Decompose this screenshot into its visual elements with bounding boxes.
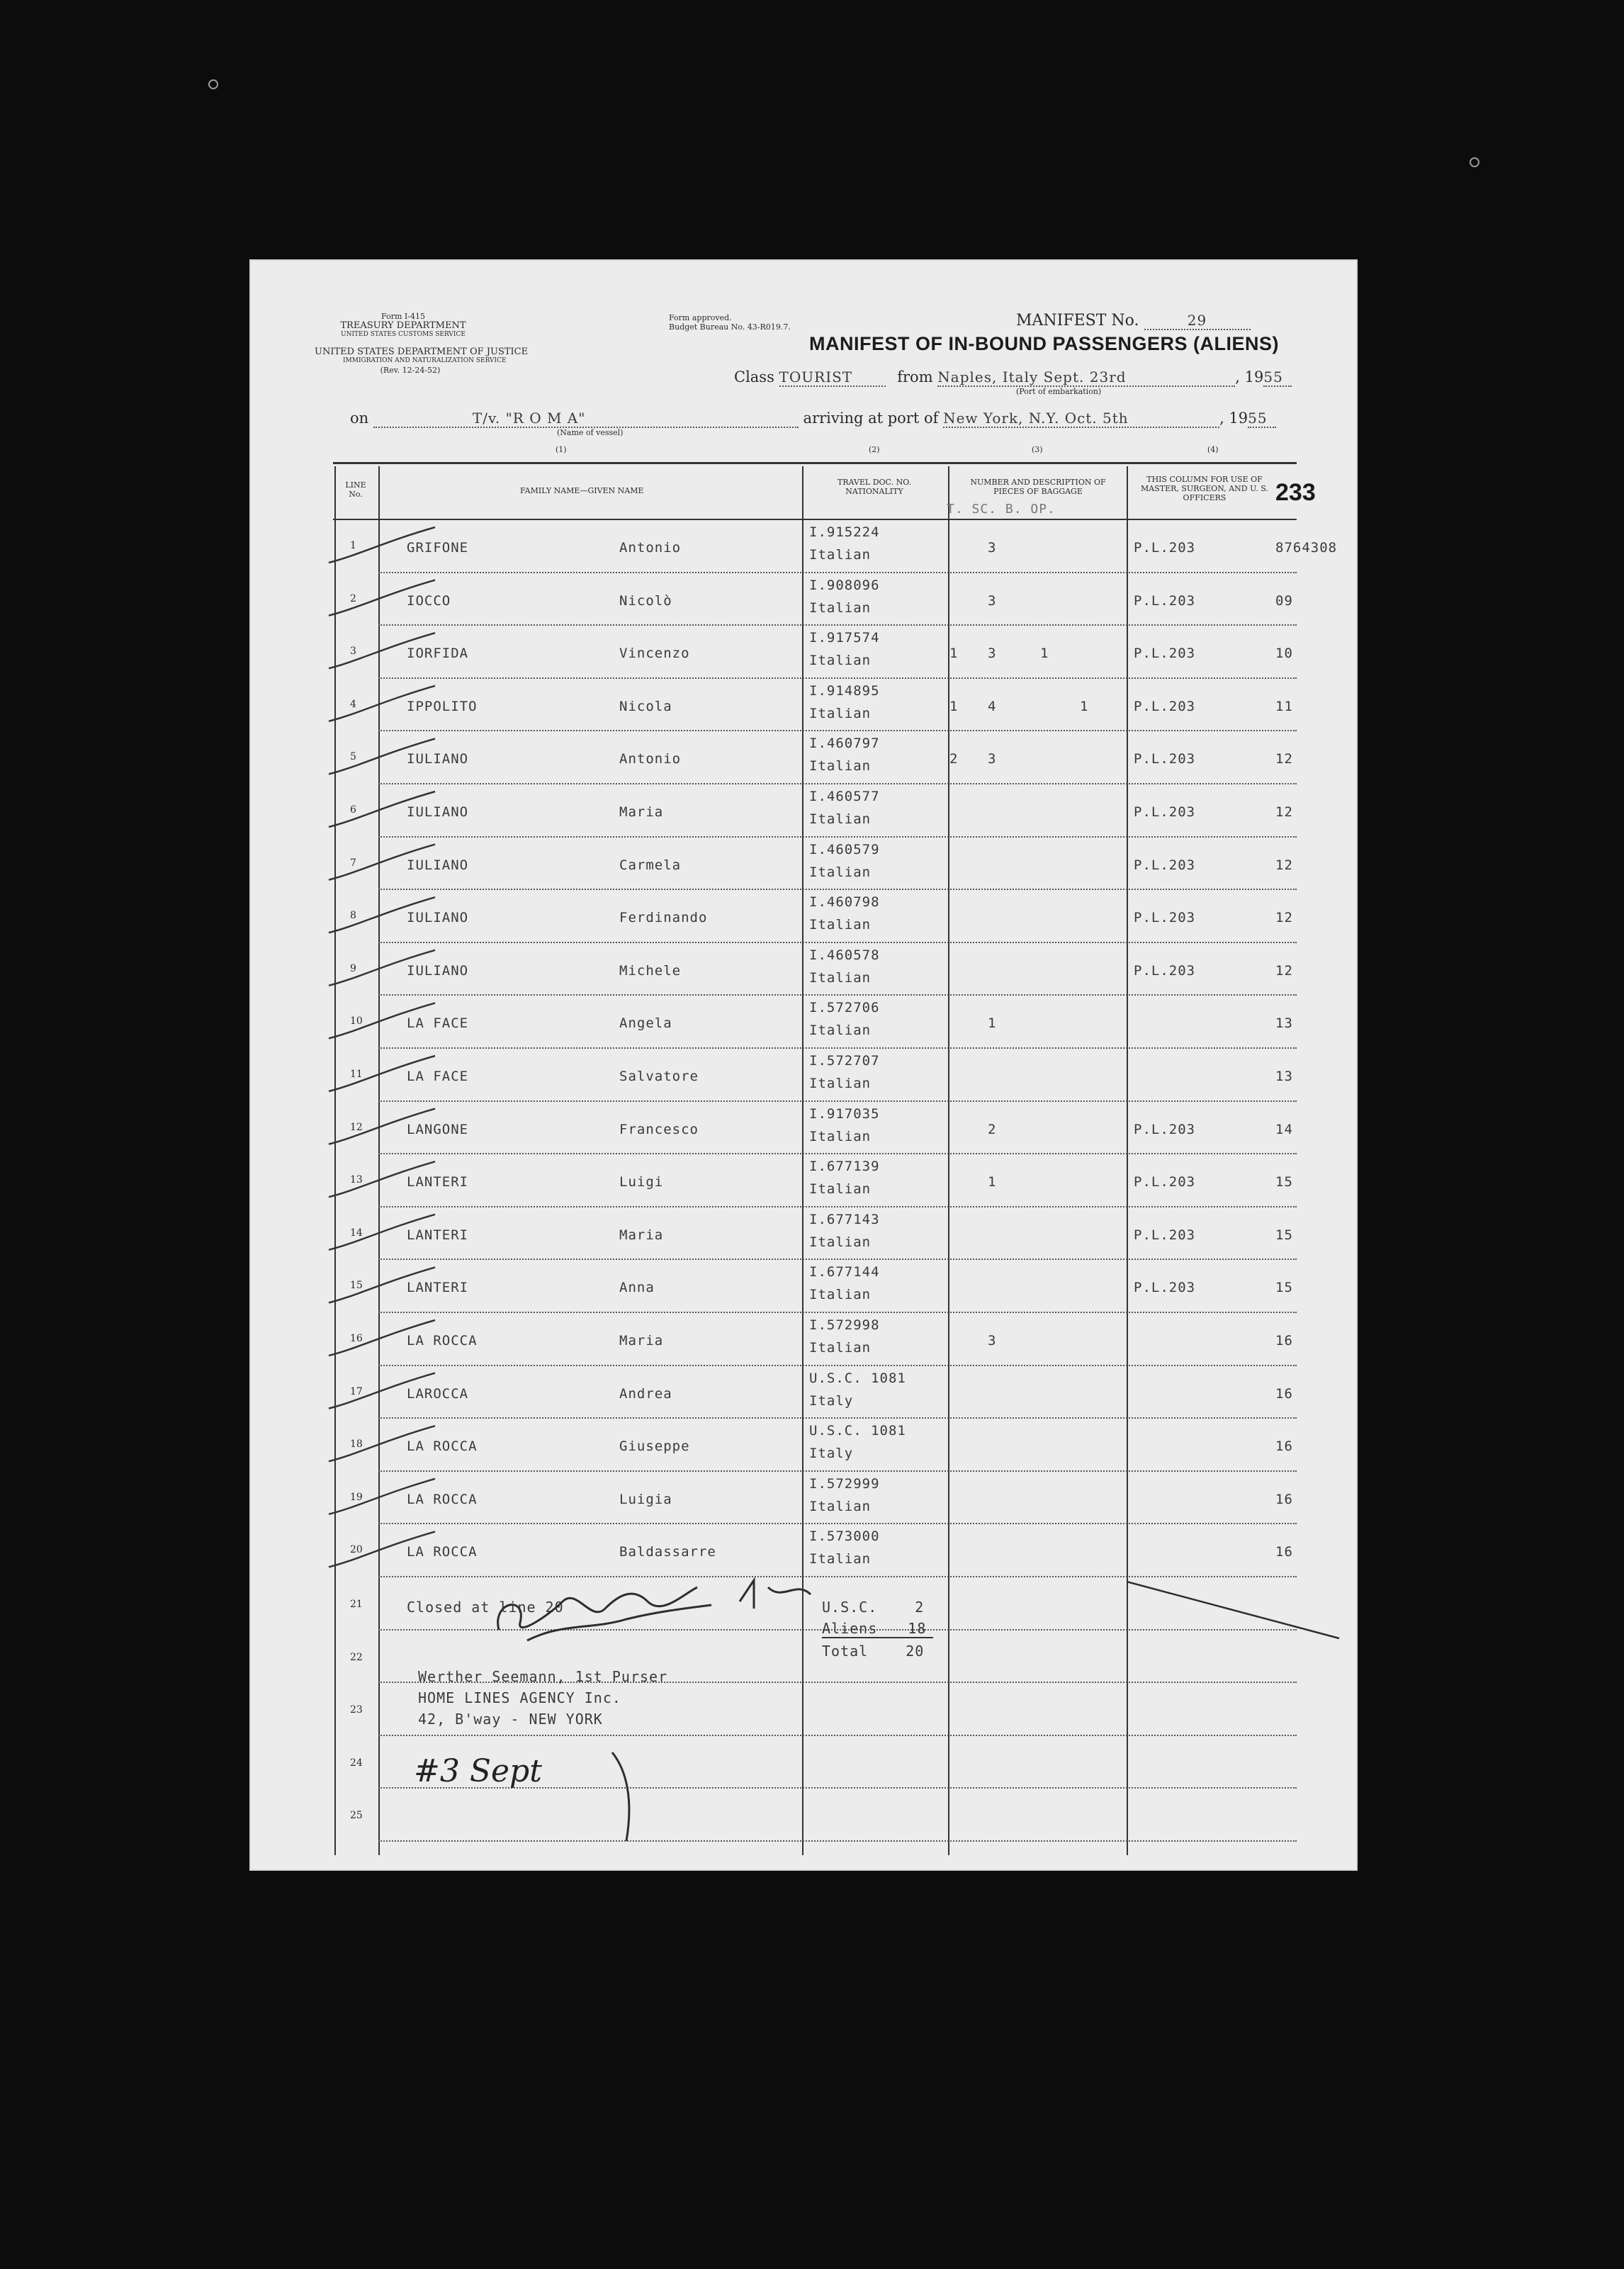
family-name: LA ROCCA (407, 1438, 478, 1455)
line-no: 8 (350, 910, 356, 922)
header-officers: THIS COLUMN FOR USE OF MASTER, SURGEON, AND U. S. OFFICERS (1140, 475, 1268, 502)
header-baggage-types: T. SC. B. OP. (947, 502, 1056, 517)
line-no: 9 (350, 962, 356, 974)
dept-justice-sub: IMMIGRATION AND NATURALIZATION SERVICE (343, 357, 507, 364)
family-name: LAROCCA (407, 1385, 469, 1402)
travel-doc-no: I.915224 (809, 524, 880, 540)
travel-doc-no: I.917035 (809, 1105, 880, 1122)
line-no: 12 (350, 1121, 363, 1133)
line-no: 14 (350, 1227, 363, 1239)
baggage-b: 1 (1040, 646, 1049, 662)
travel-doc-no: I.677144 (809, 1264, 880, 1280)
officer-number: 16 (1275, 1385, 1293, 1402)
given-name: Giuseppe (619, 1438, 690, 1455)
given-name: Luigia (619, 1491, 672, 1507)
from-label: from (897, 368, 933, 385)
check-mark (329, 1531, 435, 1567)
given-name: Antonio (619, 540, 682, 556)
usc-label: U.S.C. (822, 1599, 878, 1616)
given-name: Maria (619, 804, 664, 820)
nationality: Italian (809, 653, 872, 669)
line-no: 17 (350, 1385, 363, 1397)
baggage-sc: 2 (988, 1121, 997, 1137)
purser-name: Werther Seemann, 1st Purser (418, 1668, 668, 1685)
line-no: 16 (350, 1333, 363, 1344)
manifest-no-label (1016, 312, 1251, 330)
header-line-no: LINE No. (345, 480, 366, 499)
travel-doc-no: U.S.C. 1081 (809, 1423, 906, 1439)
film-speck (1470, 157, 1479, 167)
travel-doc-no: I.460579 (809, 841, 880, 857)
nationality: Italy (809, 1446, 854, 1462)
baggage-sc: 4 (988, 698, 997, 714)
usc-count: 2 (915, 1599, 925, 1616)
line-no: 3 (350, 646, 356, 658)
officer-number: 14 (1275, 1121, 1293, 1137)
check-mark (329, 1003, 435, 1038)
officer-number: 09 (1275, 592, 1293, 609)
check-mark (329, 1161, 435, 1197)
aliens-label: Aliens (822, 1620, 878, 1637)
family-name: IULIANO (407, 857, 469, 873)
year2-prefix: , 19 (1219, 410, 1248, 427)
manifest-no-value: 29 (1144, 312, 1251, 330)
baggage-t: 1 (949, 646, 959, 662)
baggage-t: 2 (949, 751, 959, 767)
page-title: MANIFEST OF IN-BOUND PASSENGERS (ALIENS) (809, 333, 1280, 354)
form-approved: Form approved. (669, 313, 732, 322)
given-name: Vincenzo (619, 646, 690, 662)
line-no: 25 (350, 1810, 363, 1822)
vessel-name: T/v. "R O M A" (373, 410, 799, 428)
header-name: FAMILY NAME—GIVEN NAME (520, 486, 644, 495)
family-name: LA FACE (407, 1015, 469, 1032)
officer-number: 12 (1275, 962, 1293, 979)
officer-note: P.L.203 (1134, 751, 1196, 767)
vessel-line (350, 410, 1276, 428)
officer-number: 11 (1275, 698, 1293, 714)
check-mark (329, 1373, 435, 1409)
check-mark (329, 1426, 435, 1461)
given-name: Nicola (619, 698, 672, 714)
officer-note: P.L.203 (1134, 857, 1196, 873)
agency-address: 42, B'way - NEW YORK (418, 1711, 603, 1728)
given-name: Michele (619, 962, 682, 979)
given-name: Andrea (619, 1385, 672, 1402)
closed-at-line: Closed at line 20 (407, 1599, 564, 1616)
officer-number: 16 (1275, 1491, 1293, 1507)
check-mark (329, 1056, 435, 1091)
baggage-sc: 1 (988, 1174, 997, 1190)
on-label: on (350, 410, 369, 427)
check-mark (329, 950, 435, 986)
row-rule (378, 1840, 1297, 1842)
check-mark (329, 1479, 435, 1514)
officer-note: P.L.203 (1134, 592, 1196, 609)
nationality: Italian (809, 811, 872, 827)
baggage-sc: 3 (988, 751, 997, 767)
total-label: Total (822, 1643, 869, 1660)
signature-scrawl (485, 1573, 853, 1651)
given-name: Nicolò (619, 592, 672, 609)
travel-doc-no: I.677139 (809, 1159, 880, 1175)
travel-doc-no: I.460578 (809, 947, 880, 963)
officer-number: 15 (1275, 1280, 1293, 1296)
dept-treasury: TREASURY DEPARTMENT (340, 320, 466, 331)
nationality: Italian (809, 1076, 872, 1091)
col-num-2: (2) (869, 445, 880, 454)
given-name: Francesco (619, 1121, 699, 1137)
given-name: Anna (619, 1280, 655, 1296)
form-number: Form I-415 (381, 312, 425, 321)
baggage-op: 1 (1080, 698, 1089, 714)
family-name: LANTERI (407, 1174, 469, 1190)
row-rule (378, 1735, 1297, 1736)
check-mark (329, 686, 435, 721)
family-name: GRIFONE (407, 540, 469, 556)
travel-doc-no: I.460797 (809, 736, 880, 752)
given-name: Ferdinando (619, 910, 708, 926)
nationality: Italian (809, 1551, 872, 1567)
agency-name: HOME LINES AGENCY Inc. (418, 1689, 621, 1706)
officer-number: 12 (1275, 804, 1293, 820)
travel-doc-no: I.914895 (809, 682, 880, 699)
officer-number: 15 (1275, 1227, 1293, 1243)
family-name: IULIANO (407, 751, 469, 767)
baggage-sc: 3 (988, 592, 997, 609)
dept-justice: UNITED STATES DEPARTMENT OF JUSTICE (315, 347, 529, 357)
travel-doc-no: I.572998 (809, 1317, 880, 1333)
travel-doc-no: I.572999 (809, 1475, 880, 1492)
check-mark (329, 1215, 435, 1250)
officer-number: 12 (1275, 857, 1293, 873)
officer-note: P.L.203 (1134, 646, 1196, 662)
given-name: Baldassarre (619, 1544, 716, 1560)
check-mark (329, 792, 435, 827)
header-left-block (322, 312, 485, 339)
given-name: Carmela (619, 857, 682, 873)
nationality: Italian (809, 547, 872, 563)
form-revision: (Rev. 12-24-52) (380, 366, 441, 375)
form-approved-block (669, 313, 791, 332)
line-no: 18 (350, 1438, 363, 1451)
col-num-3: (3) (1032, 445, 1043, 454)
line-no: 7 (350, 857, 356, 869)
officer-note: P.L.203 (1134, 540, 1196, 556)
nationality: Italian (809, 1023, 872, 1039)
note-underline (598, 1749, 648, 1848)
port-embark-caption: (Port of embarkation) (1016, 387, 1102, 396)
check-mark (329, 1267, 435, 1302)
family-name: LANTERI (407, 1227, 469, 1243)
check-mark (329, 1320, 435, 1356)
officer-number: 16 (1275, 1438, 1293, 1455)
family-name: IPPOLITO (407, 698, 478, 714)
officer-note: P.L.203 (1134, 698, 1196, 714)
family-name: LA ROCCA (407, 1333, 478, 1349)
officer-number: 15 (1275, 1174, 1293, 1190)
line-no: 2 (350, 592, 356, 604)
total-count: 20 (906, 1643, 925, 1660)
family-name: IULIANO (407, 804, 469, 820)
dept-treasury-sub: UNITED STATES CUSTOMS SERVICE (341, 331, 466, 338)
line-no: 15 (350, 1280, 363, 1292)
officer-note: P.L.203 (1134, 1174, 1196, 1190)
from-value: Naples, Italy Sept. 23rd (937, 368, 1235, 387)
given-name: Maria (619, 1333, 664, 1349)
baggage-sc: 3 (988, 646, 997, 662)
arrival-port: New York, N.Y. Oct. 5th (943, 410, 1219, 428)
nationality: Italian (809, 1234, 872, 1250)
table-top-rule (333, 462, 1297, 464)
officer-number: 8764308 (1275, 540, 1338, 556)
given-name: Luigi (619, 1174, 664, 1190)
manifest-no-text: MANIFEST No. (1016, 312, 1139, 330)
travel-doc-no: I.572707 (809, 1053, 880, 1069)
line-no: 6 (350, 804, 356, 816)
nationality: Italian (809, 1287, 872, 1303)
nationality: Italian (809, 1340, 872, 1356)
officer-number: 12 (1275, 910, 1293, 926)
travel-doc-no: I.677143 (809, 1211, 880, 1227)
officer-note: P.L.203 (1134, 1121, 1196, 1137)
family-name: LA ROCCA (407, 1491, 478, 1507)
header-baggage: NUMBER AND DESCRIPTION OF PIECES OF BAGGAGE (970, 478, 1106, 496)
travel-doc-no: I.917574 (809, 630, 880, 646)
line-no: 4 (350, 698, 356, 710)
family-name: IULIANO (407, 962, 469, 979)
officer-number: 12 (1275, 751, 1293, 767)
officer-number: 16 (1275, 1544, 1293, 1560)
manifest-page (251, 261, 1356, 1869)
baggage-sc: 1 (988, 1015, 997, 1032)
page-number: 233 (1275, 479, 1316, 506)
officer-note: P.L.203 (1134, 1227, 1196, 1243)
header-travel-doc: TRAVEL DOC. NO. NATIONALITY (837, 478, 912, 496)
film-speck (208, 79, 218, 89)
line-no: 23 (350, 1704, 363, 1716)
baggage-sc: 3 (988, 540, 997, 556)
check-mark (329, 1109, 435, 1144)
officer-note: P.L.203 (1134, 962, 1196, 979)
check-mark (329, 738, 435, 774)
nationality: Italian (809, 705, 872, 721)
line-no: 22 (350, 1651, 363, 1663)
line-no: 1 (350, 540, 356, 551)
officer-number: 13 (1275, 1015, 1293, 1032)
check-mark (329, 897, 435, 933)
nationality: Italian (809, 1128, 872, 1144)
col-num-4: (4) (1207, 445, 1219, 454)
nationality: Italian (809, 1181, 872, 1198)
closing-slash (1127, 1579, 1346, 1643)
nationality: Italian (809, 864, 872, 880)
nationality: Italy (809, 1392, 854, 1409)
travel-doc-no: I.572706 (809, 1000, 880, 1016)
handwritten-note: #3 Sept (414, 1753, 542, 1789)
line-no: 21 (350, 1599, 363, 1610)
line-no: 24 (350, 1757, 363, 1769)
class-label: Class (734, 368, 774, 385)
line-no: 19 (350, 1491, 363, 1503)
check-mark (329, 580, 435, 616)
given-name: Antonio (619, 751, 682, 767)
family-name: LANGONE (407, 1121, 469, 1137)
travel-doc-no: I.573000 (809, 1528, 880, 1545)
arriving-label: arriving at port of (803, 410, 939, 427)
officer-number: 16 (1275, 1333, 1293, 1349)
travel-doc-no: U.S.C. 1081 (809, 1370, 906, 1386)
line-no: 20 (350, 1544, 363, 1556)
check-mark (329, 845, 435, 880)
baggage-t: 1 (949, 698, 959, 714)
line-no: 5 (350, 751, 356, 763)
officer-note: P.L.203 (1134, 910, 1196, 926)
officer-note: P.L.203 (1134, 1280, 1196, 1296)
year1-value: 55 (1263, 368, 1292, 387)
class-line (734, 368, 1292, 387)
nationality: Italian (809, 969, 872, 986)
officer-note: P.L.203 (1134, 804, 1196, 820)
nationality: Italian (809, 599, 872, 616)
family-name: IORFIDA (407, 646, 469, 662)
officer-number: 13 (1275, 1069, 1293, 1084)
aliens-count: 18 (908, 1620, 927, 1637)
check-marks (322, 520, 463, 1654)
line-no: 10 (350, 1015, 363, 1027)
check-mark (329, 633, 435, 668)
given-name: Salvatore (619, 1069, 699, 1084)
check-mark (329, 527, 435, 563)
col-num-1: (1) (556, 445, 567, 454)
header-justice-block (315, 347, 529, 375)
nationality: Italian (809, 917, 872, 933)
year2-value: 55 (1248, 410, 1276, 428)
travel-doc-no: I.460577 (809, 789, 880, 804)
given-name: Angela (619, 1015, 672, 1032)
travel-doc-no: I.460798 (809, 894, 880, 911)
vessel-caption: (Name of vessel) (557, 428, 624, 437)
family-name: IOCCO (407, 592, 451, 609)
family-name: LA FACE (407, 1069, 469, 1084)
class-value: TOURIST (779, 368, 886, 387)
line-no: 13 (350, 1174, 363, 1186)
budget-bureau: Budget Bureau No. 43-R019.7. (669, 322, 791, 332)
baggage-sc: 3 (988, 1333, 997, 1349)
given-name: Maria (619, 1227, 664, 1243)
family-name: LA ROCCA (407, 1544, 478, 1560)
year1-prefix: , 19 (1235, 368, 1264, 385)
officer-number: 10 (1275, 646, 1293, 662)
family-name: IULIANO (407, 910, 469, 926)
nationality: Italian (809, 1498, 872, 1514)
travel-doc-no: I.908096 (809, 577, 880, 593)
line-no: 11 (350, 1069, 363, 1080)
family-name: LANTERI (407, 1280, 469, 1296)
nationality: Italian (809, 758, 872, 775)
